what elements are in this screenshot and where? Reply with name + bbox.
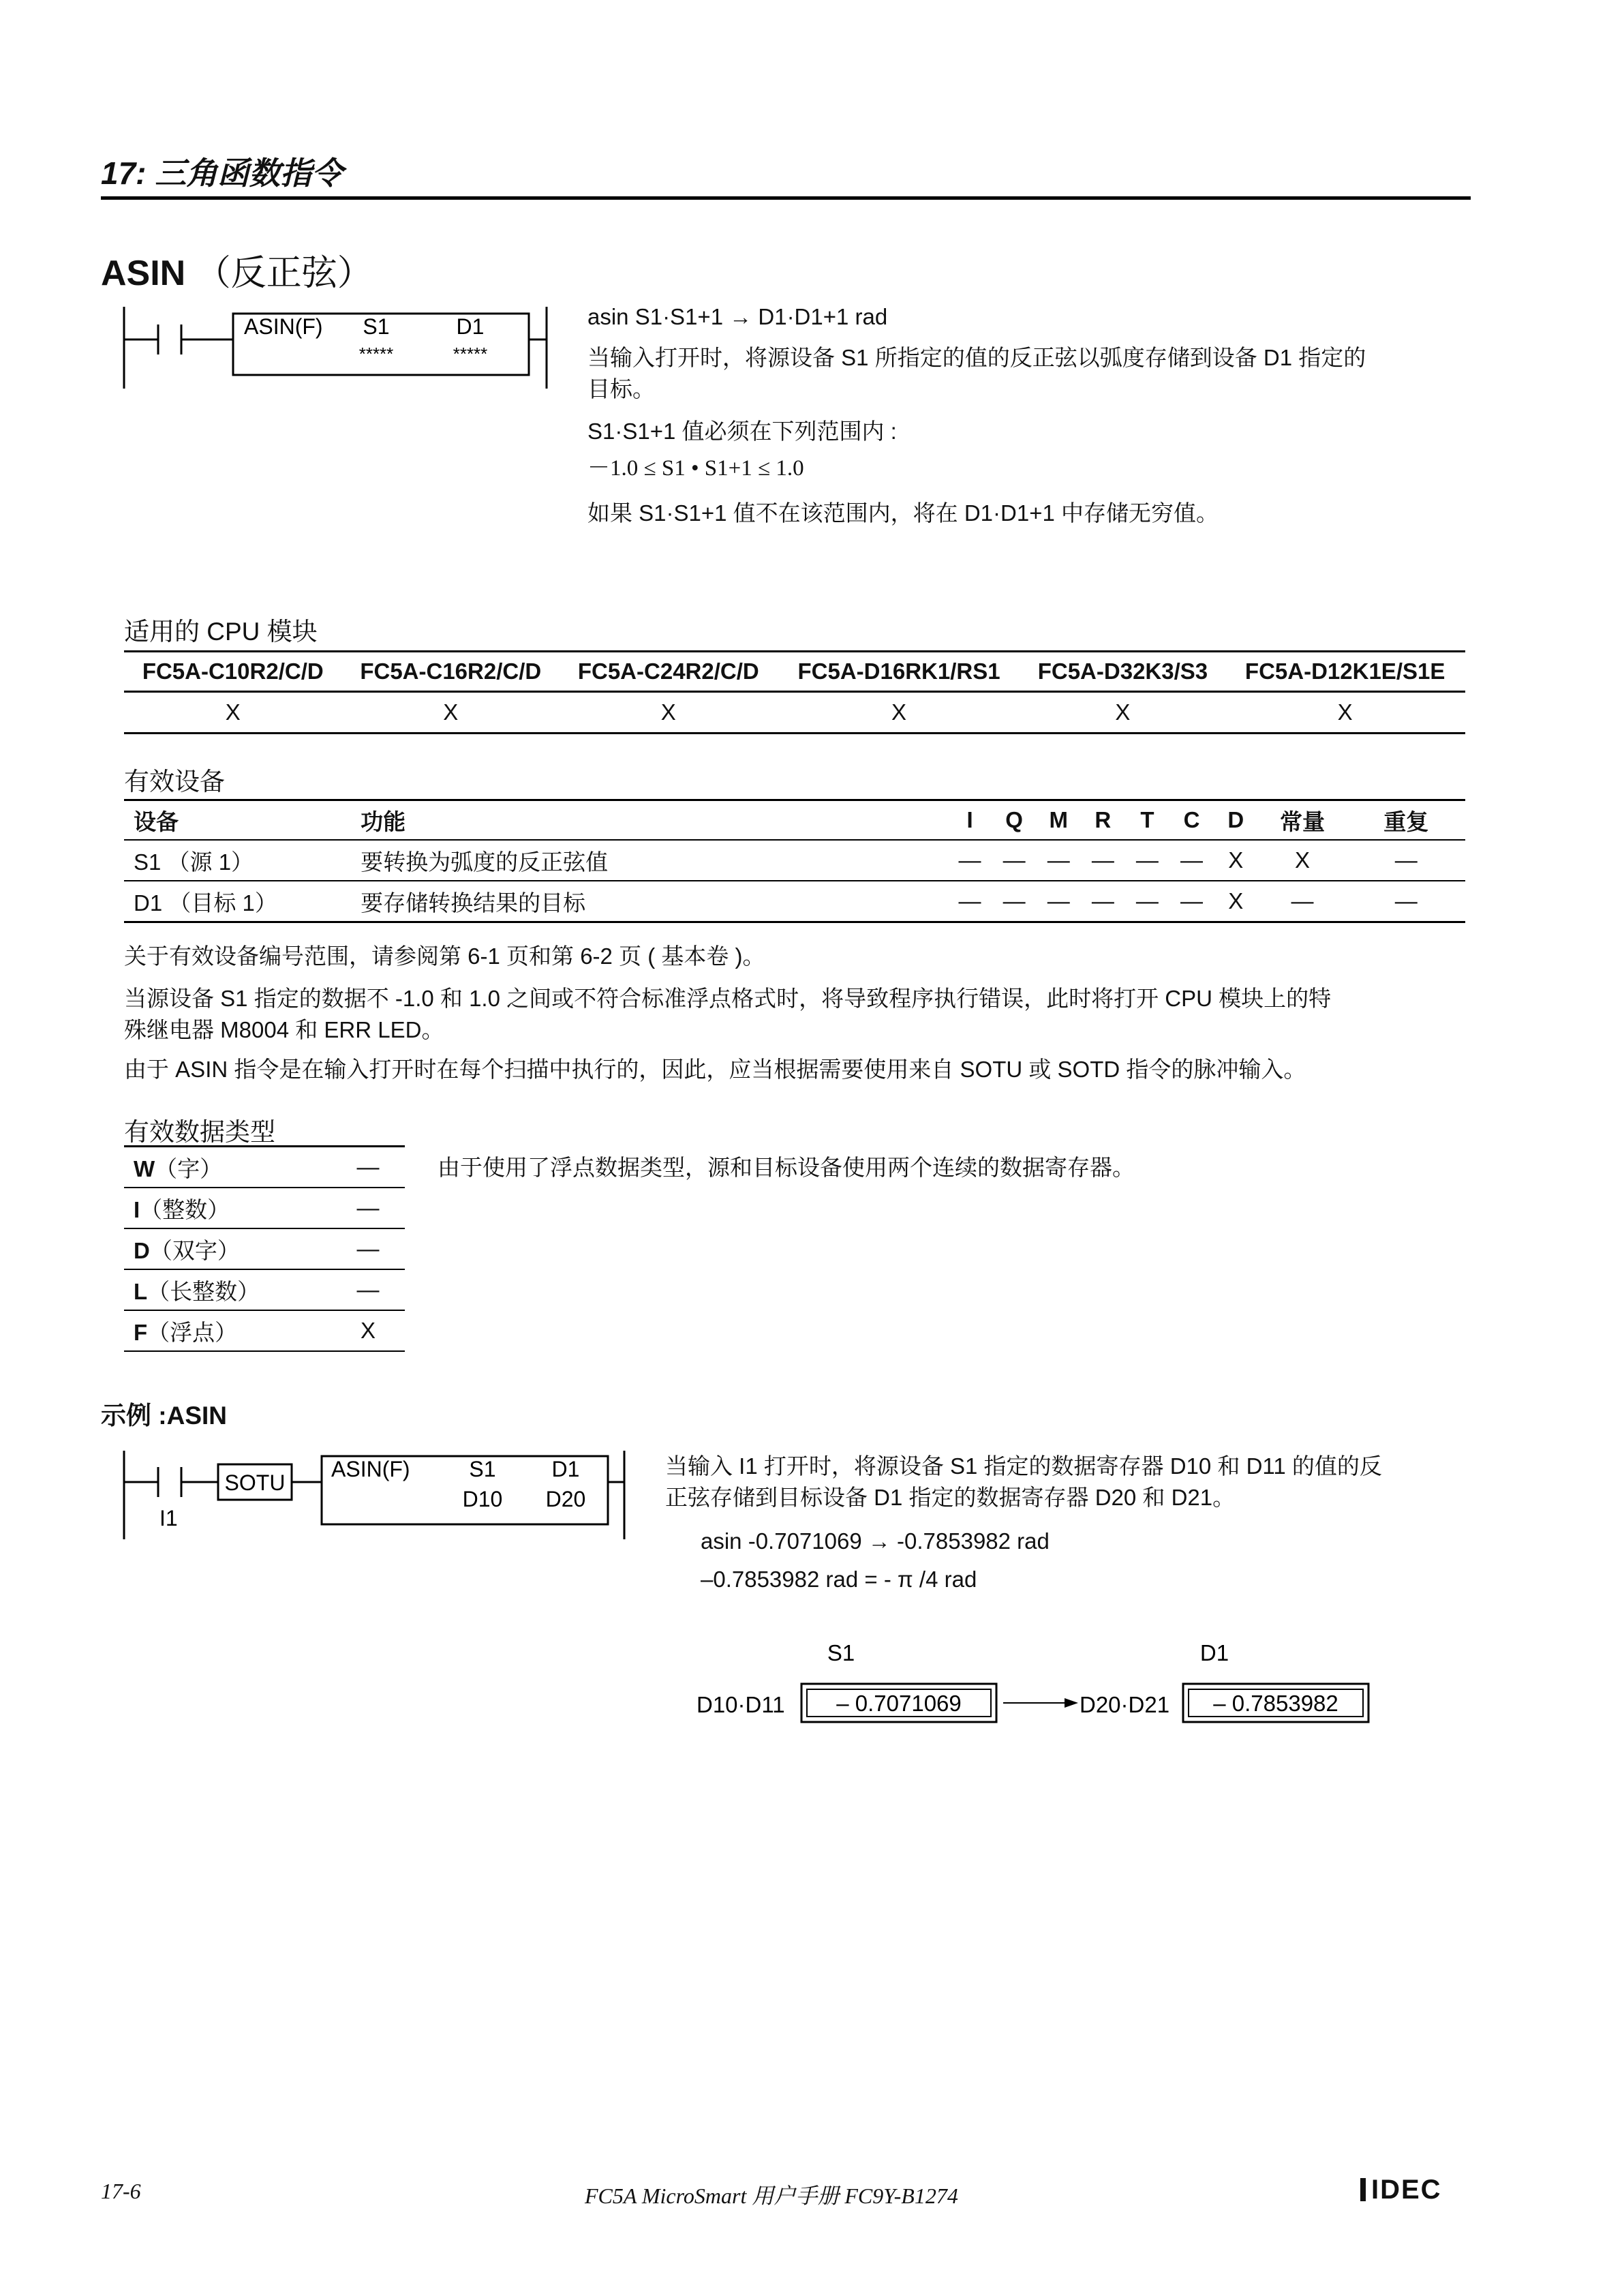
diagram-d1: D1 [1199,1640,1229,1665]
example-text1: 当输入 I1 打开时，将源设备 S1 指定的数据寄存器 D10 和 D11 的值的反 [665,1453,1382,1479]
dt-name: （整数） [140,1196,230,1222]
example-calc1: asin -0.7071069 → -0.7853982 rad [701,1528,1050,1554]
dev-cell: — [992,840,1037,881]
dev-cell: — [948,840,992,881]
dt-name: （长整数） [147,1278,260,1304]
example-d1: D1 [551,1457,580,1481]
dev-cell: — [1347,840,1465,881]
dev-cell: — [992,881,1037,922]
cpu-heading: 适用的 CPU 模块 [124,618,318,646]
brand-logo [1360,2175,1442,2205]
cpu-val: X [1225,692,1465,734]
dev-cell: — [1037,881,1081,922]
dev-header: 功能 [351,800,947,841]
dt-val: — [331,1269,405,1310]
example-input: I1 [159,1506,178,1530]
desc-range: －1.0 ≤ S1 • S1+1 ≤ 1.0 [587,456,804,481]
dt-name: （浮点） [147,1319,238,1345]
dev-cell: X [1214,881,1257,922]
example-s1-value: D10 [462,1487,503,1511]
cpu-val: X [778,692,1021,734]
dev-cell: 要转换为弧度的反正弦值 [351,840,947,881]
ladder-s1-stars: ***** [358,344,394,364]
dt-code: F [134,1319,148,1345]
dev-header: 重复 [1347,800,1465,841]
dev-header: M [1037,800,1081,841]
cpu-val: X [560,692,778,734]
dev-cell: X [1214,840,1257,881]
dt-val: X [331,1310,405,1351]
cpu-val: X [1021,692,1225,734]
cpu-col: FC5A-C16R2/C/D [342,652,560,692]
desc-line1: 当输入打开时，将源设备 S1 所指定的值的反正弦以弧度存储到设备 D1 指定的 [587,345,1366,370]
cpu-col: FC5A-D16RK1/RS1 [778,652,1021,692]
example-d1-value: D20 [545,1487,586,1511]
dt-val: — [331,1188,405,1228]
table-row [124,1188,405,1228]
note-2a: 当源设备 S1 指定的数据不 -1.0 和 1.0 之间或不符合标准浮点格式时，将导致程序执行错误，此时将打开 CPU 模块上的特 [124,986,1332,1011]
dev-cell: X [1257,840,1347,881]
datatypes-table [124,1145,405,1352]
dt-code: L [134,1278,148,1304]
example-heading [101,1395,227,1432]
dev-cell: — [1081,881,1125,922]
table-row [124,881,1465,922]
example-heading-text: 示例 :ASIN [101,1402,227,1430]
dev-header: R [1081,800,1125,841]
arrow-head-icon [1065,1698,1078,1708]
dev-cell: — [1257,881,1347,922]
cpu-val: X [124,692,342,734]
datatypes-note: 由于使用了浮点数据类型，源和目标设备使用两个连续的数据寄存器。 [438,1155,1135,1180]
example-s1: S1 [469,1457,496,1481]
dev-cell: — [1081,840,1125,881]
table-row [124,1269,405,1310]
table-row [124,1310,405,1351]
dev-header: D [1214,800,1257,841]
table-row [124,840,1465,881]
devices-heading: 有效设备 [124,768,225,796]
cpu-col: FC5A-D32K3/S3 [1021,652,1225,692]
dev-header: C [1169,800,1214,841]
diagram-dst-value: – 0.7853982 [1213,1691,1338,1716]
dev-cell: — [1125,840,1169,881]
cpu-val: X [342,692,560,734]
example-instr: ASIN(F) [331,1457,410,1481]
desc-line2: S1·S1+1 值必须在下列范围内 : [587,419,897,444]
chapter-rule [101,196,1471,200]
dev-cell: S1 （源 1） [124,840,351,881]
dt-code: D [134,1237,150,1263]
ladder-d1-stars: ***** [453,344,488,364]
dev-header: 设备 [124,800,351,841]
dev-cell: — [948,881,992,922]
note-1: 关于有效设备编号范围，请参阅第 6-1 页和第 6-2 页 ( 基本卷 )。 [124,943,765,969]
example-ladder [116,1444,634,1546]
example-sotu: SOTU [224,1470,286,1495]
page-number: 17-6 [101,2179,141,2203]
dev-header: I [948,800,992,841]
example-diagram [695,1636,1377,1738]
cpu-table [124,650,1465,734]
datatypes-heading: 有效数据类型 [124,1118,275,1146]
diagram-src-value: – 0.7071069 [836,1691,962,1716]
ladder-instr: ASIN(F) [244,314,323,339]
dt-name: （双字） [149,1237,240,1263]
title-name: ASIN [101,254,186,293]
brand-text: IDEC [1371,2175,1442,2205]
example-calc2: –0.7853982 rad = - π /4 rad [701,1567,977,1592]
dev-header: Q [992,800,1037,841]
ladder-d1: D1 [456,314,485,339]
devices-table [124,799,1465,923]
diagram-src: D10·D11 [697,1692,785,1717]
dt-code: W [134,1155,155,1181]
desc-line1b: 目标。 [587,376,655,402]
dev-cell: 要存储转换结果的目标 [351,881,947,922]
brand-mark-icon [1360,2178,1366,2201]
dt-val: — [331,1228,405,1269]
dev-cell: — [1169,881,1214,922]
note-3: 由于 ASIN 指令是在输入打开时在每个扫描中执行的，因此，应当根据需要使用来自 SOTU 或 SOTD 指令的脉冲输入。 [124,1057,1306,1082]
table-row [124,1228,405,1269]
table-row [124,1147,405,1188]
section-title [101,244,373,295]
desc-line4: 如果 S1·S1+1 值不在该范围内，将在 D1·D1+1 中存储无穷值。 [587,500,1219,526]
title-sub: （反正弦） [195,254,373,293]
note-2b: 殊继电器 M8004 和 ERR LED。 [124,1017,444,1042]
dev-cell: — [1347,881,1465,922]
dt-val: — [331,1147,405,1188]
dt-name: （字） [155,1155,223,1181]
cpu-col: FC5A-C10R2/C/D [124,652,342,692]
formula: asin S1·S1+1 → D1·D1+1 rad [587,304,888,329]
diagram-dst: D20·D21 [1080,1692,1170,1717]
dev-cell: — [1169,840,1214,881]
dev-cell: — [1125,881,1169,922]
ladder-diagram [116,300,559,395]
dt-code: I [134,1196,140,1222]
ladder-s1: S1 [363,314,390,339]
chapter-title: 17: 三角函数指令 [101,155,343,191]
diagram-s1: S1 [827,1640,855,1665]
dev-header: 常量 [1257,800,1347,841]
cpu-col: FC5A-C24R2/C/D [560,652,778,692]
cpu-col: FC5A-D12K1E/S1E [1225,652,1465,692]
dev-cell: D1 （目标 1） [124,881,351,922]
dev-cell: — [1037,840,1081,881]
example-text2: 正弦存储到目标设备 D1 指定的数据寄存器 D20 和 D21。 [665,1485,1236,1510]
dev-header: T [1125,800,1169,841]
manual-title: FC5A MicroSmart 用户手册 FC9Y-B1274 [585,2184,958,2208]
